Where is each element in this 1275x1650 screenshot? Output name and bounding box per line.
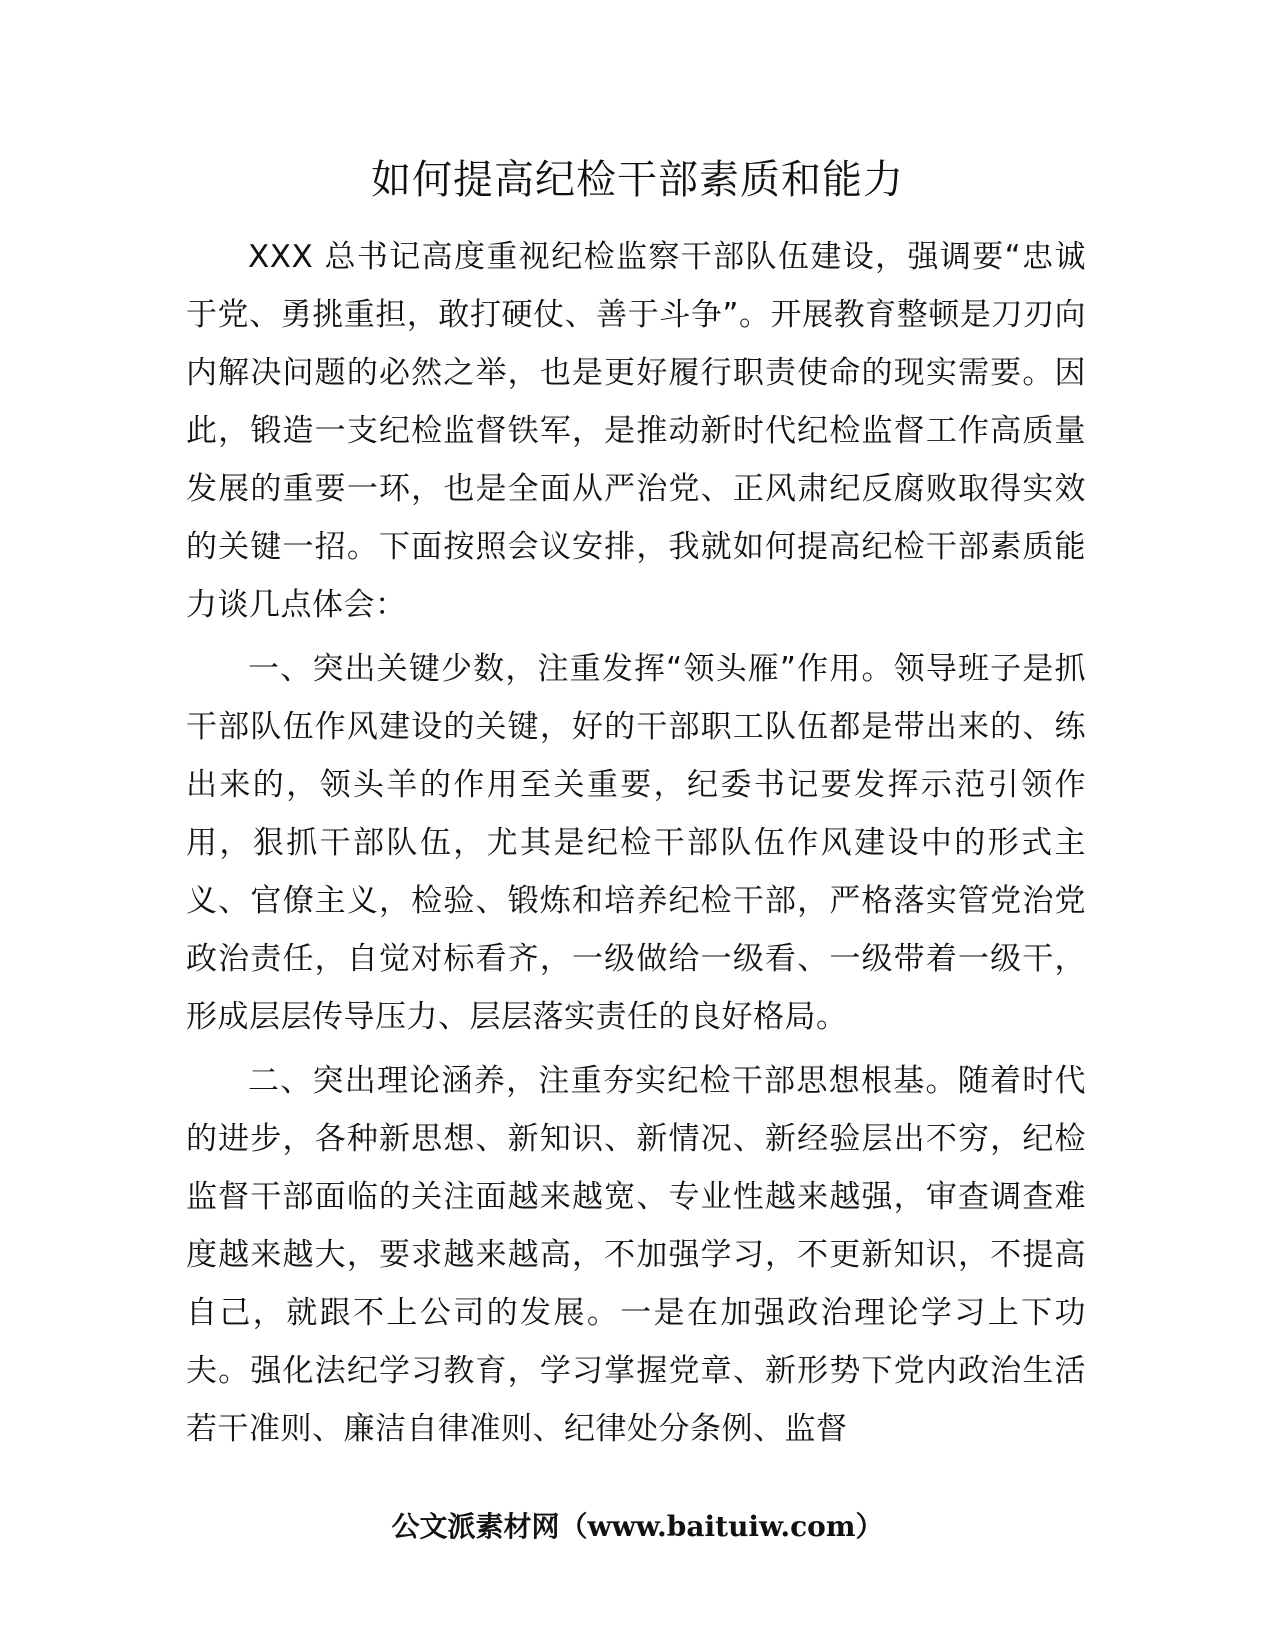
paragraph-point-one: 一、突出关键少数，注重发挥“领头雁”作用。领导班子是抓干部队伍作风建设的关键，好的干部职工队伍都是带出来的、练出来的，领头羊的作用至关重要，纪委书记要发挥示范引领作用，狠抓干部队伍，尤其是纪检干部队伍作风建设中的形式主义、官僚主义，检验、锻炼和培养纪检干部，严格落实管党治党政治责任，自觉对标看齐，一级做给一级看、一级带着一级干，形成层层传导压力、层层落实责任的良好格局。 [186,651,1086,1035]
document-body [186,228,1086,1464]
footer-watermark: 公文派素材网（www.baituiw.com） [391,1510,884,1543]
paragraph-point-two: 二、突出理论涵养，注重夯实纪检干部思想根基。随着时代的进步，各种新思想、新知识、新情况、新经验层出不穷，纪检监督干部面临的关注面越来越宽、专业性越来越强，审查调查难度越来越大，要求越来越高，不加强学习，不更新知识，不提高自己，就跟不上公司的发展。一是在加强政治理论学习上下功夫。强化法纪学习教育，学习掌握党章、新形势下党内政治生活若干准则、廉洁自律准则、纪律处分条例、监督 [186,1063,1086,1447]
paragraph-intro: XXX 总书记高度重视纪检监察干部队伍建设，强调要“忠诚于党、勇挑重担，敢打硬仗、善于斗争”。开展教育整顿是刀刃向内解决问题的必然之举，也是更好履行职责使命的现实需要。因此，锻造一支纪检监督铁军，是推动新时代纪检监督工作高质量发展的重要一环，也是全面从严治党、正风肃纪反腐败取得实效的关键一招。下面按照会议安排，我就如何提高纪检干部素质能力谈几点体会： [186,239,1086,623]
document-title: 如何提高纪检干部素质和能力 [371,157,904,203]
